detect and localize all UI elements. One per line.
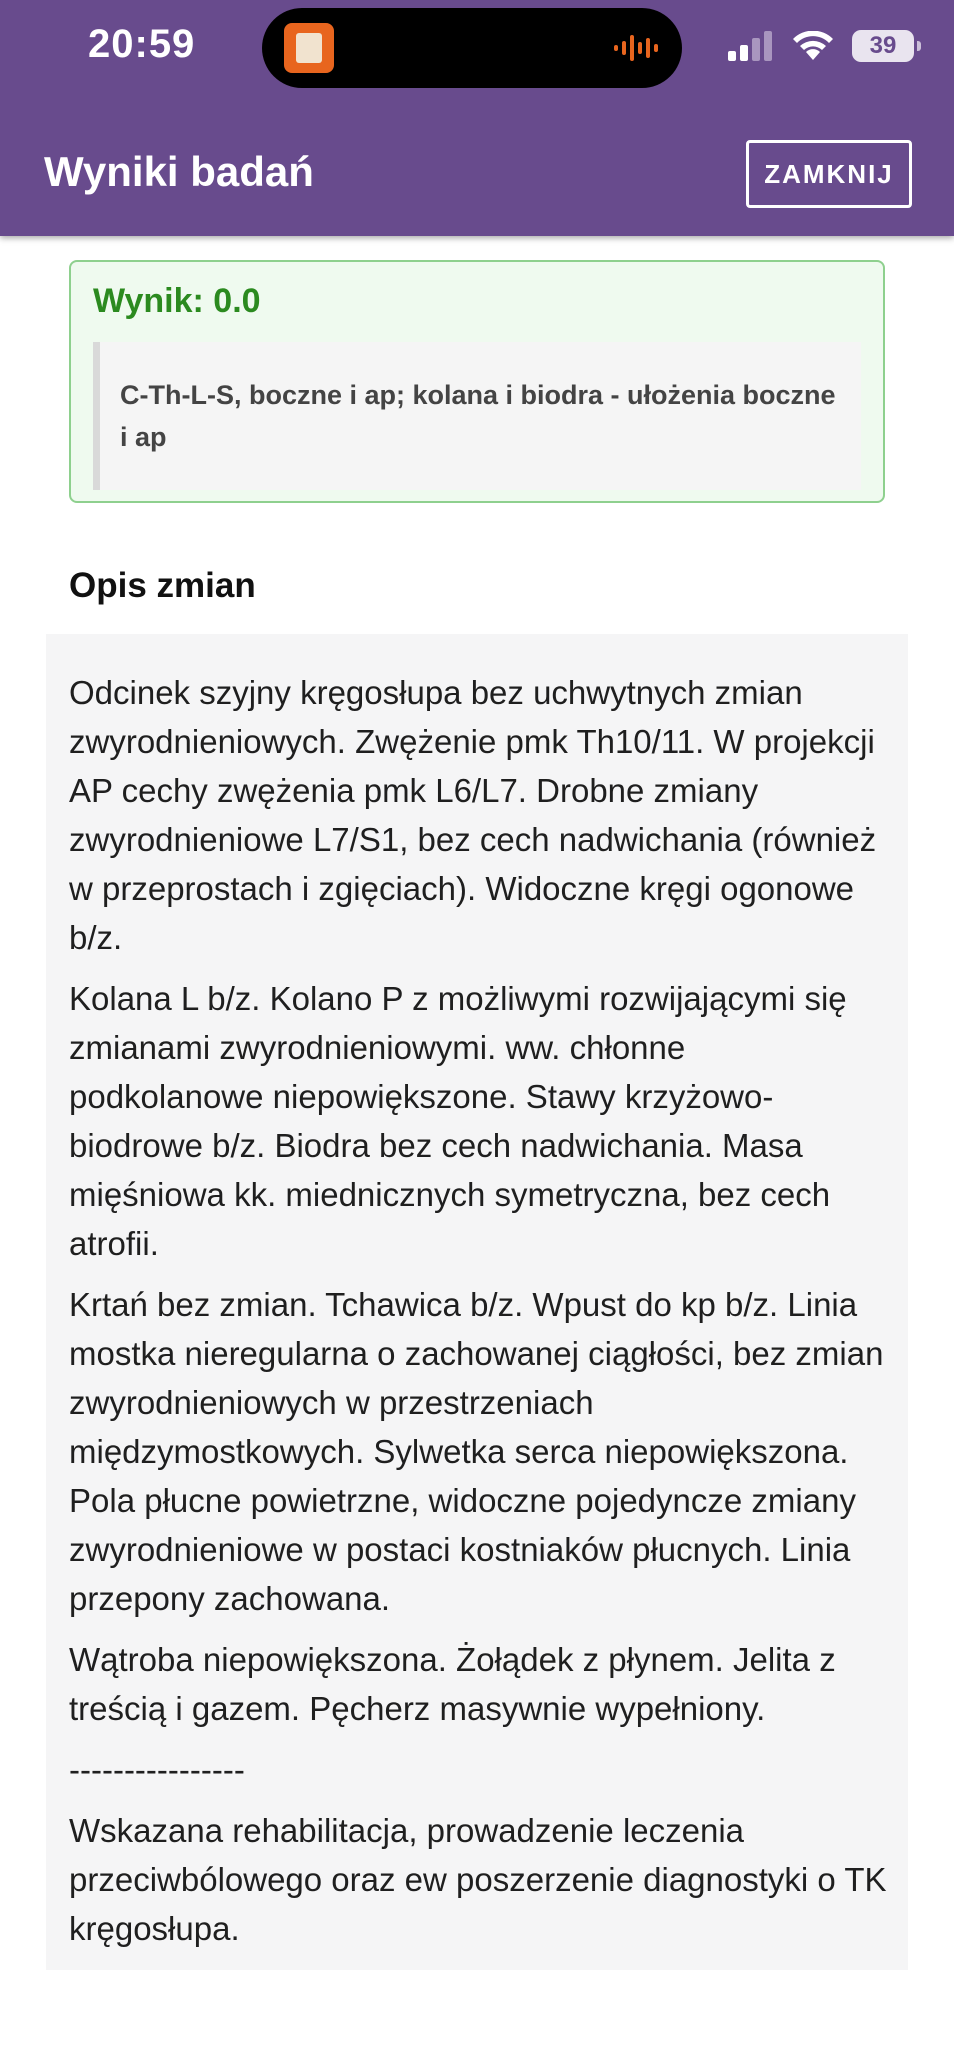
description-paragraph: Odcinek szyjny kręgosłupa bez uchwytnych zmian zwyrodnieniowych. Zwężenie pmk Th10/11. W projekcji AP cechy zwężenia pmk L6/L7. Drobne zmiany zwyrodnieniowe L7/S1, bez cech nadwichania (również w przeprostach i zgięciach). Widoczne kręgi ogonowe b/z. bbox=[69, 674, 877, 956]
section-title-changes: Opis zmian bbox=[69, 566, 256, 605]
signal-icon bbox=[728, 31, 774, 61]
page-title: Wyniki badań bbox=[44, 148, 314, 195]
result-card bbox=[69, 260, 885, 503]
status-time: 20:59 bbox=[88, 22, 196, 66]
dynamic-island[interactable] bbox=[262, 8, 682, 88]
result-score: Wynik: 0.0 bbox=[93, 282, 261, 320]
exam-description: C-Th-L-S, boczne i ap; kolana i biodra - ułożenia boczne i ap bbox=[93, 342, 861, 490]
wifi-icon bbox=[792, 31, 834, 61]
description-paragraph: Krtań bez zmian. Tchawica b/z. Wpust do kp b/z. Linia mostka nieregularna o zachowanej ciągłości, bez zmian zwyrodnieniowych w przestrzeniach międzymostkowych. Sylwetka serca niepowiększona. Pola płucne powietrzne, widoczne pojedyncze zmiany zwyrodnieniowe w postaci kostniaków płucnych. Linia przepony zachowana. bbox=[69, 1286, 884, 1617]
description-paragraph: Kolana L b/z. Kolano P z możliwymi rozwijającymi się zmianami zwyrodnieniowymi. ww. chłonne podkolanowe niepowiększone. Stawy krzyżowo-biodrowe b/z. Biodra bez cech nadwichania. Masa mięśniowa kk. miednicznych symetryczna, bez cech atrofii. bbox=[69, 980, 847, 1262]
changes-description bbox=[46, 634, 908, 1970]
app-header bbox=[0, 0, 954, 236]
close-button[interactable]: ZAMKNIJ bbox=[746, 140, 912, 208]
now-playing-artwork-icon bbox=[284, 23, 334, 73]
battery-icon: 39 bbox=[852, 30, 914, 62]
recommendation-paragraph: Wskazana rehabilitacja, prowadzenie leczenia przeciwbólowego oraz ew poszerzenie diagnostyki o TK kręgosłupa. bbox=[69, 1812, 887, 1947]
status-icons bbox=[728, 26, 914, 66]
audio-waveform-icon bbox=[612, 34, 662, 62]
separator-line: ---------------- bbox=[69, 1751, 245, 1788]
description-paragraph: Wątroba niepowiększona. Żołądek z płynem. Jelita z treścią i gazem. Pęcherz masywnie wypełniony. bbox=[69, 1641, 836, 1727]
